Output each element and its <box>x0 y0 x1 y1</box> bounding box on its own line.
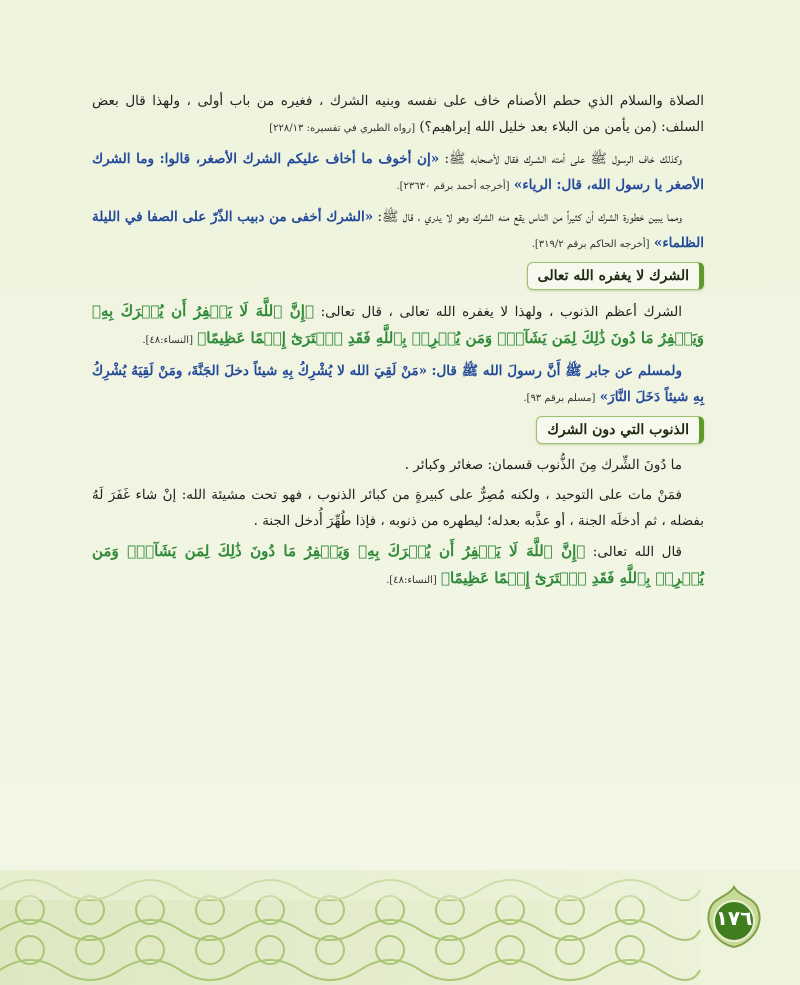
intro-reference: [رواه الطبري في تفسيره: ٢٢٨/١٣] <box>269 123 416 134</box>
quran-verse-nisa-48-repeat: ﴿إِنَّ ٱللَّهَ لَا يَغۡفِرُ أَن يُشۡرَكَ بِهِۦ وَيَغۡفِرُ مَا دُونَ ذَٰلِكَ لِمَن يَشَآءُۚ وَمَن يُشۡرِكۡ بِٱللَّهِ فَقَدِ ٱفۡتَرَىٰٓ إِثۡمًا عَظِيمًا﴾ <box>92 542 704 587</box>
muslim-hadith-reference: [مسلم برقم ٩٣]. <box>523 393 596 404</box>
decorative-footer-border <box>0 870 800 985</box>
hadith-riya-quote: «إن أخوف ما أخاف عليكم الشرك الأصغر، قالوا: وما الشرك الأصغر يا رسول الله، قال: الرياء» <box>92 151 704 193</box>
sins-ruling-paragraph: فمَنْ مات على التوحيد ، ولكنه مُصِرٌّ على كبيرةٍ من كبائر الذنوب ، فهو تحت مشيئة الله: إنْ شاء غَفَرَ لَهُ بفضله ، ثم أدخلَه الجنة ، أو عذَّبه بعدله؛ ليطهره من ذنوبه ، فإذا طُهِّرَ أُدخل الجنة . <box>92 487 704 529</box>
intro-line-2: السلف: (من يأمن من البلاء بعد خليل الله إبراهيم؟) <box>419 119 704 135</box>
page-body <box>92 88 704 598</box>
muslim-hadith-paragraph <box>92 358 704 412</box>
page-number: ١٧٦ <box>715 906 753 930</box>
hadith-riya-reference: [أخرجه أحمد برقم ٢٣٦٣٠]. <box>396 181 510 192</box>
section-heading-shirk-unforgiven: الشرك لا يغفره الله تعالى <box>527 262 704 290</box>
intro-line-1: الصلاة والسلام الذي حطم الأصنام خاف على نفسه وبنيه الشرك ، فغيره من باب أولى ، ولهذا قال بعض <box>92 93 704 109</box>
hadith-hidden-shirk-reference: [أخرجه الحاكم برقم ٣١٩/٢]. <box>531 239 650 250</box>
muslim-hadith-intro: ولمسلم عن جابر ﷺ أَنَّ رسولَ الله ﷺ قال: <box>431 363 682 379</box>
hadith-hidden-shirk-intro: ومما يبين خطورة الشرك أن كثيراً من الناس يقع منه الشرك وهو لا يدري ، قال ﷺ: <box>377 209 682 225</box>
closing-verse-intro: قال الله تعالى: <box>592 544 683 560</box>
sins-division-paragraph: ما دُونَ الشِّرك مِنَ الذُّنوب قسمان: صغائر وكبائر . <box>404 457 682 473</box>
shirk-verse-paragraph <box>92 298 704 354</box>
shirk-verse-intro: الشرك أعظم الذنوب ، ولهذا لا يغفره الله تعالى ، قال تعالى: <box>320 304 682 320</box>
section-heading-row <box>92 262 704 290</box>
section-heading-row-2 <box>92 416 704 444</box>
quran-verse-nisa-48: ﴿إِنَّ ٱللَّهَ لَا يَغۡفِرُ أَن يُشۡرَكَ بِهِۦ وَيَغۡفِرُ مَا دُونَ ذَٰلِكَ لِمَن يَشَآءُۚ وَمَن يُشۡرِكۡ بِٱللَّهِ فَقَدِ ٱفۡتَرَىٰٓ إِثۡمًا عَظِيمًا﴾ <box>92 302 704 347</box>
muslim-hadith-quote: «مَنْ لَقِيَ الله لا يُشْرِكُ بِهِ شيئاً دخلَ الجَنَّةَ، ومَنْ لَقِيَهُ يُشْرِكُ بِهِ شيئاً دَخَلَ النَّارَ» <box>92 363 704 405</box>
hadith-riya-intro: وكذلك خاف الرسول ﷺ على أمته الشـرك فقال لأصحابه ﷺ: <box>444 151 682 167</box>
hadith-hidden-shirk-paragraph <box>92 204 704 258</box>
hadith-hidden-shirk-quote: «الشرك أخفى من دبيب الذّرّ على الصفا في الليلة الظلماء» <box>92 209 704 251</box>
closing-verse-paragraph <box>92 538 704 594</box>
hadith-riya-paragraph <box>92 146 704 200</box>
section-heading-lesser-sins: الذنوب التي دون الشرك <box>536 416 704 444</box>
quran-verse-reference: [النساء:٤٨]. <box>142 335 193 346</box>
closing-verse-reference: [النساء:٤٨]. <box>386 575 437 586</box>
intro-paragraph <box>92 88 704 142</box>
